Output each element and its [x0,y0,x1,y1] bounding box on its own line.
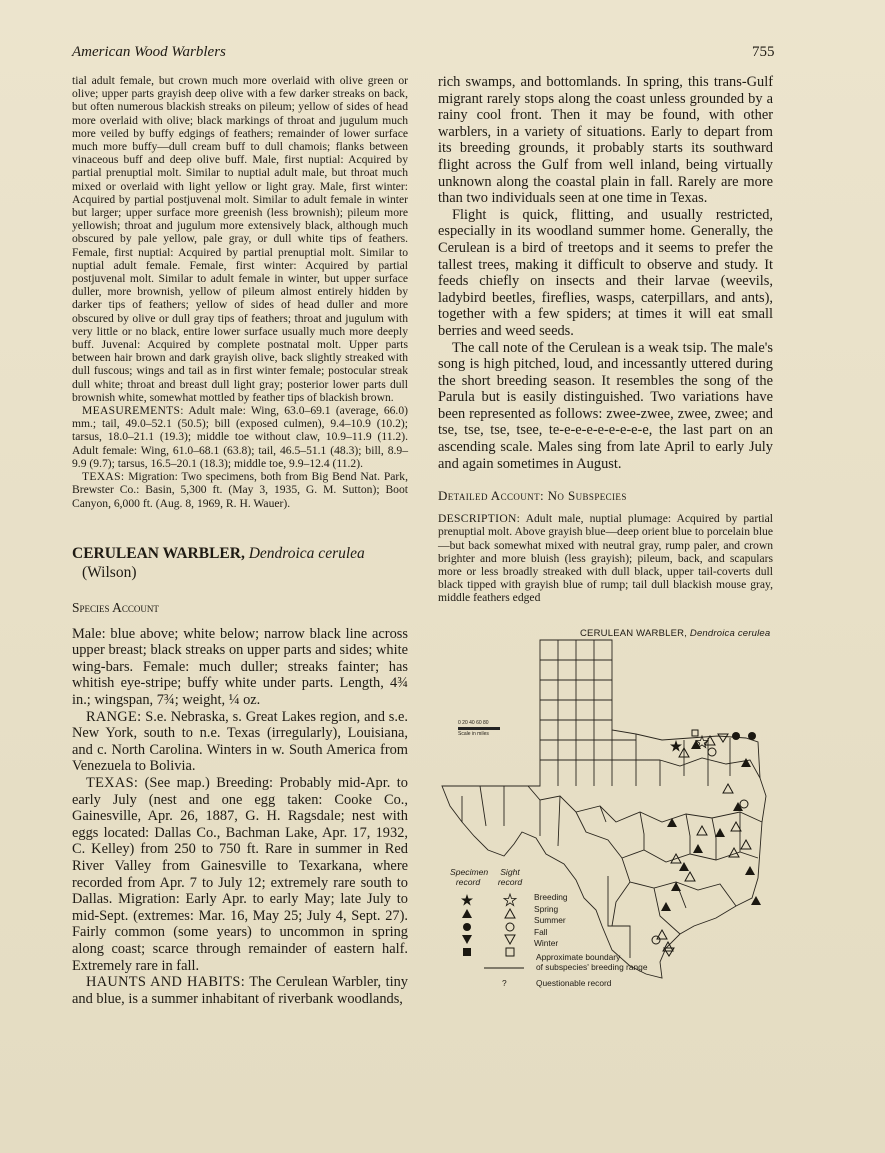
legend-winter-specimen-symbol [463,948,471,956]
measurements-paragraph [72,404,408,470]
coast-area [608,876,630,958]
boundary-label-line-1: Approximate boundary [536,952,621,962]
legend-specimen-heading: Specimen record [450,867,489,887]
range-text: S.e. Nebraska, s. Great Lakes region, and s.e. New York, south to n.e. Texas (irregularly), Louisiana, and c. North Carolina. Winters in w. South America from Venezuela to Bolivia. [72,708,408,775]
measurements-label: MEASUREMENTS: [82,404,184,418]
description-paragraph [438,512,773,604]
state-outline [442,640,766,978]
haunts-label: HAUNTS AND HABITS: [86,974,246,991]
county-lines-5 [612,858,736,934]
page-number: 755 [752,44,775,60]
texas2-label: TEXAS: [86,775,139,792]
texas-breeding-paragraph [72,775,408,974]
spring-sight-marker [685,872,695,881]
texas-migration-paragraph [72,470,408,510]
measurements-text: Adult male: Wing, 63.0–69.1 (average, 66.0) mm.; tail, 49.0–52.1 (50.5); bill (exposed culmen), 9.4–10.9 (10.2); tarsus, 18.0–21.1 (19.3); middle toe without claw, 10.9–11.9 (11.2). Adult female: Wing, 61.0–68.1 (63.8); tail, 46.5–51.1 (48.3); bill, 8.9–9.9 (9.7); tarsus, 16.5–20.1 (18.3); middle toe, 9.9–12.4 (11.2). [72,404,408,470]
legend-fall-specimen-symbol [462,935,472,944]
spring-specimen-marker [661,902,671,911]
summer-sight-marker [740,800,748,808]
species-description: Male: blue above; white below; narrow black line across upper breast; black streaks on upper parts and sides; white wing-bars. Female: much duller; streaks fainter; has whitish eye-stripe; buffy white under parts. Length, 4¾ in.; wingspan, 7¾; weight, ¼ oz. [72,625,408,709]
summer-specimen-marker [748,732,756,740]
texas-label: TEXAS: [82,470,125,484]
description-label: DESCRIPTION: [438,512,521,526]
texas-outline [442,640,766,978]
summer-sight-marker [708,748,716,756]
scale-caption: Scale in miles [458,731,489,737]
legend-winter-sight-symbol [506,948,514,956]
spring-specimen-marker [667,818,677,827]
species-scientific: Dendroica cerulea [248,544,365,562]
coast-lines [608,876,630,958]
legend-spring-specimen-symbol [462,909,472,918]
running-head: American Wood Warblers [72,44,226,60]
winter-sight-marker [692,730,698,736]
spring-specimen-marker [741,758,751,767]
range-label: RANGE: [86,708,142,725]
plumage-paragraph: tial adult female, but crown much more overlaid with olive green or olive; upper parts grayish deep olive with a few darker streaks on back, but often numerous blackish streaks on pileum; yellow of sides of head more overlaid with olive; black markings of throat and jugulum much more veiled by buffy edgings of feathers; remainder of lower surface much more buffy—dull cream buff to dull chamois; flanks between vinaceous buff and deep olive buff. Male, first nuptial: Acquired by partial prenuptial molt. Similar to nuptial adult male, but throat much mixed or overlaid with light yellow or light gray. Male, first winter: Acquired by partial postjuvenal molt. Similar to adult female in winter but larger; upper surface more greenish (less brownish); pileum more yellowish; throat and jugulum more extensively black, although much obscured by pale yellow, pale gray, or dull white tips of feathers. Female, first nuptial: Acquired by partial prenuptial molt. Similar to nuptial adult female. Female, first winter: Acquired by partial postjuvenal molt. Similar to adult female in winter, but upper surface duller, more brownish, yellow of pileum almost entirely hidden by darker tips of feathers; yellow of sides of head duller and more obscured by olive or dull gray tips of feathers; throat and jugulum with very little or no black, entire lower surface usually much more deeply buff. Juvenal: Acquired by complete postnatal molt. Upper parts between hair brown and dark grayish olive, back slightly streaked with dull fuscous; wings and tail as in first winter female; postocular streak dull white; throat and breast dull light gray; posterior lower parts dull brownish white, somewhat mottled by feather tips of blackish brown. [72,74,408,404]
legend-questionable-symbol: ? [502,978,507,988]
spring-specimen-marker [693,844,703,853]
left-column [72,74,408,1007]
record-symbols [652,730,761,956]
boundary-label-line-2: of subspecies' breeding range [536,962,648,972]
fall-sight-marker [718,734,728,742]
habits-paragraph-3: The call note of the Cerulean is a weak tsip. The male's song is high pitched, loud, and incessantly uttered during the short breeding season. It resembles the song of the Parula but is easily distinguished. Two variations have been represented as follows: zwee-zwee, zwee, zwee; and tse, tse, tse, tsee, te-e-e-e-e-e-e-e-e, the last part on an ascending scale. Males sing from late April to early July and again sometimes in August. [438,339,773,472]
spring-sight-marker [697,826,707,835]
legend-fall-sight-symbol [505,935,515,944]
summer-specimen-marker [732,732,740,740]
legend-label-breeding: Breeding [534,892,568,902]
legend-summer-specimen-symbol [463,923,471,931]
legend-questionable-label: Questionable record [536,978,612,988]
summer-sight-marker [652,936,660,944]
texas-map-svg [440,626,776,996]
habits-paragraph-2: Flight is quick, flitting, and usually restricted, especially in its woodland summer home. Generally, the Cerulean is a bird of treetops and it seems to prefer the tallest trees, making it difficult to observe and study. It feeds chiefly on insects and their larvae (weevils, ladybird beetles, fireflies, wasps, caterpillars, and ants), together with a few spiders; at times it will eat small berries and weed seeds. [438,206,773,339]
panhandle-county-grid [540,640,660,786]
legend-labels [534,892,568,950]
legend-spring-sight-symbol [505,909,515,918]
habits-paragraph-1: rich swamps, and bottomlands. In spring, this trans-Gulf migrant rarely stops along the coast unless grounded by a rainy cool front. Then it may be found, with other warblers, in a variety of situations. Early to depart from its breeding grounds, it probably starts its southward flight across the Gulf from well inland, being virtually unknown along the coastal plain in fall. Rarely are more than two individuals seen at one time in Texas. [438,74,773,207]
scale-labels: 0 20 40 60 80 [458,720,489,726]
spring-specimen-marker [715,828,725,837]
description-text: Adult male, nuptial plumage: Acquired by partial prenuptial molt. Above grayish blue—deep orient blue to porcelain blue—but back somewhat mixed with neutral gray, rump paler, and crown brighter and more bluish (less grayish); pileum, back, and scapulars more or less broadly streaked with dull black, upper tail-coverts dull black tipped with grayish blue of rump; tail dull blackish mouse gray, middle feathers edged [438,512,773,605]
legend-label-winter: Winter [534,938,559,948]
spring-specimen-marker [745,866,755,875]
range-paragraph [72,709,408,775]
texas-text: Migration: Two specimens, both from Big Bend Nat. Park, Brewster Co.: Basin, 5,300 ft. (May 3, 1935, G. M. Sutton); Boot Canyon, 6,000 ft. (Aug. 8, 1969, R. H. Wauer). [72,470,408,510]
distribution-map-figure [440,626,776,996]
legend-summer-sight-symbol [506,923,514,931]
legend-sight-heading: Sight record [497,867,523,887]
spring-sight-marker [723,784,733,793]
species-heading [72,544,408,582]
spring-sight-marker [657,930,667,939]
legend-label-spring: Spring [534,903,559,914]
spring-sight-marker [731,822,741,831]
legend-label-fall: Fall [534,926,548,937]
county-lines-1 [528,786,762,822]
spring-sight-marker [741,840,751,849]
species-account-heading: Species Account [72,599,159,615]
legend-breeding-specimen-symbol [461,894,473,906]
haunts-paragraph [72,974,408,1007]
legend-label-summer: Summer [534,915,566,925]
county-lines-west [462,786,560,846]
legend-boundary-label [536,952,647,972]
legend-breeding-sight-symbol [504,894,516,906]
species-author: (Wilson) [82,563,137,581]
breeding-specimen-marker [670,740,682,752]
map-legend [461,894,524,968]
map-title-common: CERULEAN WARBLER, [580,628,688,639]
texas2-text: (See map.) Breeding: Probably mid-Apr. to early July (nest and one egg taken: Cooke Co., Gainesville, Apr. 26, 1887, G. H. Ragsdale; nest with eggs located: Dallas Co., Bachman Lake, Apr. 17, 1932, C. Kelley) from 250 to 750 ft. Rare in summer in Red River Valley from Gainesville to Texarkana, where recorded from Apr. 7 to July 12; extremely rare south to Dallas. Migration: Early Apr. to early May; late July to mid-Sept. (extremes: Mar. 16, May 25; July 4, Sept. 27). Fairly common (some years) to uncommon in spring along coast; scarce through remainder of eastern half. Extremely rare in fall. [72,775,408,974]
right-column [438,74,773,605]
detailed-account-heading: Detailed Account: No Subspecies [438,488,627,504]
map-title-scientific: Dendroica cerulea [689,628,771,639]
haunts-text: The Cerulean Warbler, tiny and blue, is a summer inhabitant of riverbank woodlands, [72,974,408,1007]
species-name: CERULEAN WARBLER, [72,544,245,562]
